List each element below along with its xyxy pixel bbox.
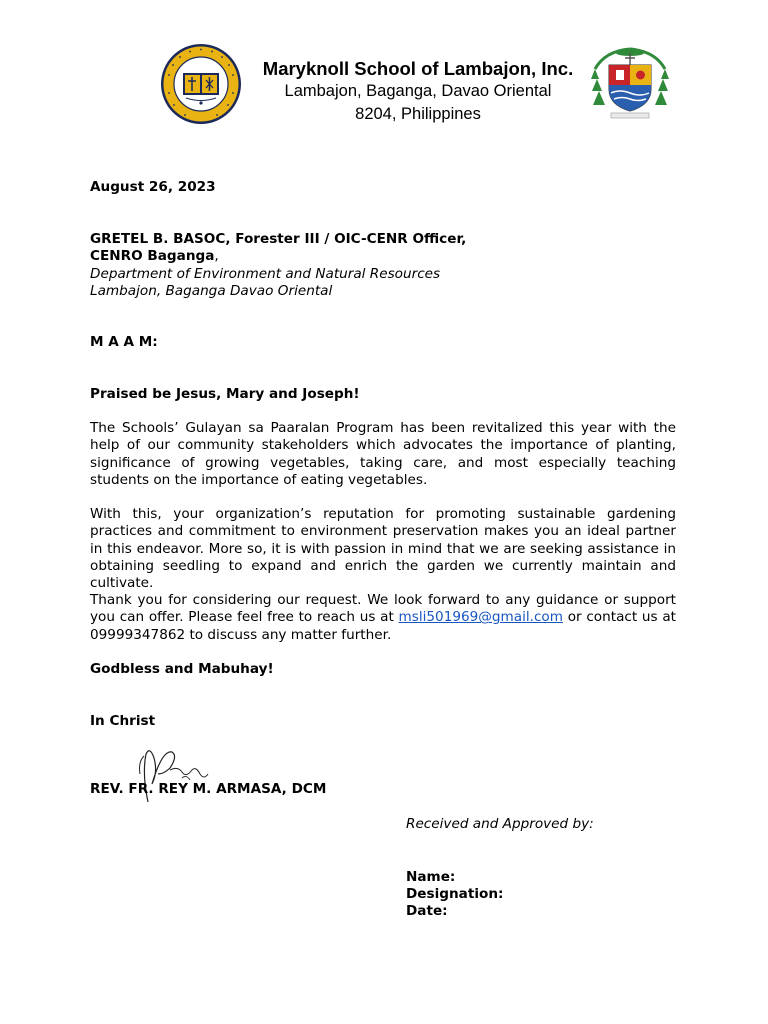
contact-email-link[interactable]: msli501969@gmail.com: [398, 609, 563, 626]
greeting: Praised be Jesus, Mary and Joseph!: [90, 386, 360, 402]
recipient-office-name: CENRO Baganga: [90, 248, 215, 264]
school-seal-logo: [160, 43, 242, 125]
approval-designation-label: Designation:: [406, 886, 504, 902]
school-address-line1: Lambajon, Baganga, Davao Oriental: [284, 82, 552, 100]
approval-heading: Received and Approved by:: [406, 816, 594, 832]
body-paragraph-2: With this, your organization’s reputation for promoting sustainable gardening practices and commitment to environment preservation makes you an ideal partner in this endeavor. More so, it is with passion in mind that we are seeking assistance in obtaining seedling to expand and enrich the garden we currently maintain and cultivate.: [90, 506, 676, 592]
approval-name-label: Name:: [406, 869, 456, 885]
recipient-office: [90, 248, 219, 265]
closing-in-christ: In Christ: [90, 713, 156, 729]
body-paragraph-3-start: Thank you for considering our request. We look forward to any guidance or support you can offer. Please feel free to reach us at: [90, 592, 676, 626]
diocese-crest-logo: [587, 47, 673, 121]
school-address-line2: 8204, Philippines: [355, 105, 481, 123]
signatory-name: REV. FR. REY M. ARMASA, DCM: [90, 781, 327, 797]
body-paragraph-3-end: or contact us at 09999347862 to discuss any matter further.: [90, 609, 676, 643]
letter-date: August 26, 2023: [90, 179, 216, 195]
approval-date-label: Date:: [406, 903, 448, 919]
recipient-office-comma: ,: [214, 248, 219, 264]
body-paragraph-3: [90, 592, 676, 644]
closing-blessing: Godbless and Mabuhay!: [90, 661, 274, 677]
body-paragraph-1: The Schools’ Gulayan sa Paaralan Program has been revitalized this year with the help of our community stakeholders which advocates the importance of planting, significance of growing vegetables, taking care, and most especially teaching students on the importance of eating vegetables.: [90, 420, 676, 488]
recipient-department: Department of Environment and Natural Resources: [90, 266, 441, 282]
recipient-address: Lambajon, Baganga Davao Oriental: [90, 283, 333, 299]
school-name: Maryknoll School of Lambajon, Inc.: [262, 58, 574, 79]
salutation: M A A M:: [90, 334, 158, 350]
recipient-name-title: GRETEL B. BASOC, Forester III / OIC-CENR Officer,: [90, 231, 467, 247]
